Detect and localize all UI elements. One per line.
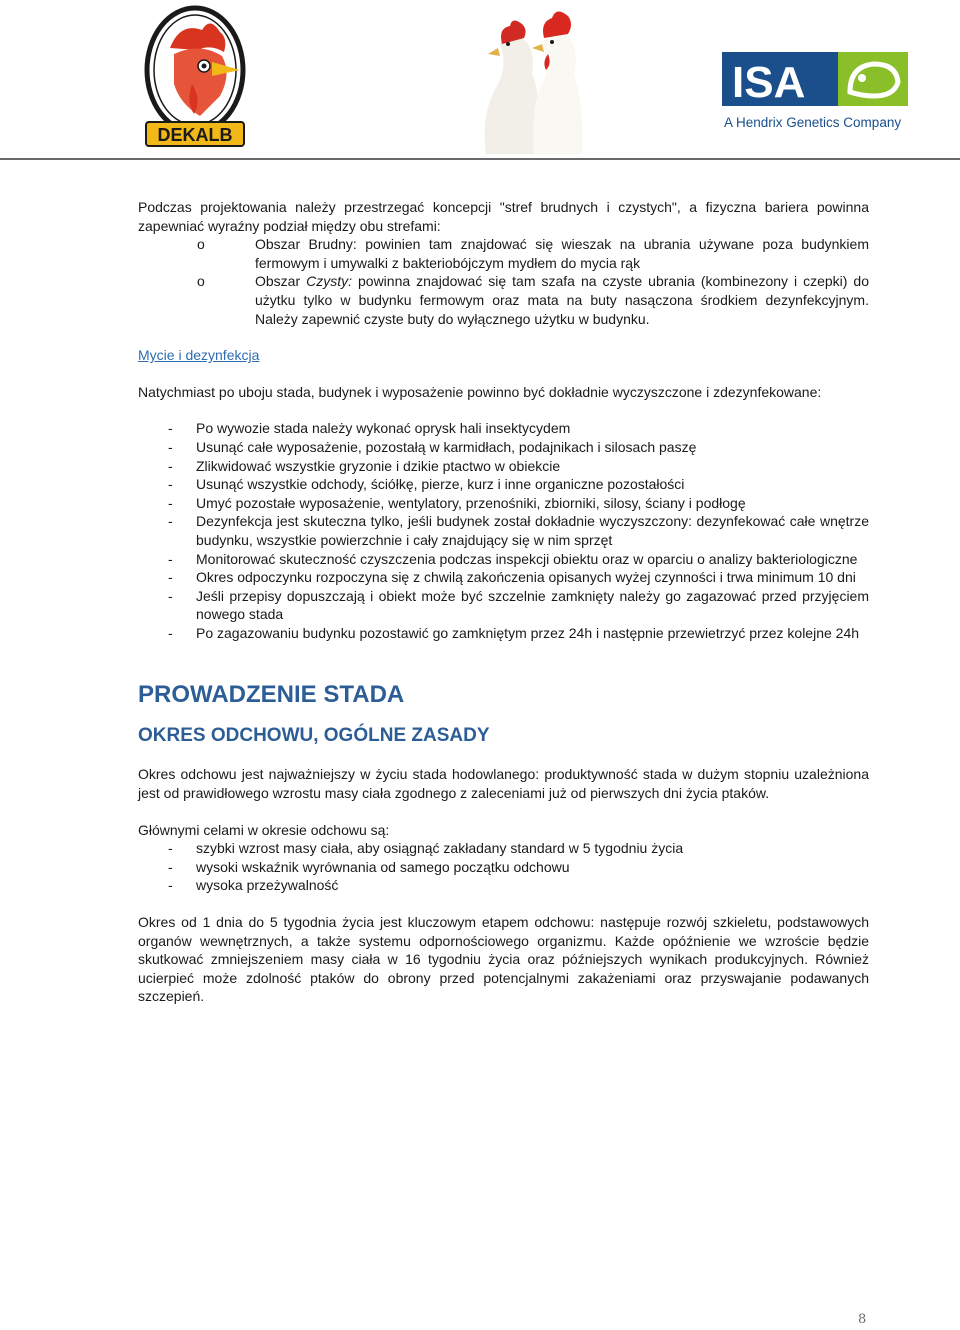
goal-text: wysoki wskaźnik wyrównania od samego początku odchowu (196, 858, 570, 875)
list-item (168, 457, 869, 476)
goal-text: wysoka przeżywalność (196, 877, 339, 894)
page-number: 8 (858, 1312, 867, 1327)
list-item (168, 494, 869, 513)
rearing-paragraph: Okres odchowu jest najważniejszy w życiu stada hodowlanego: produktywność stada w dużym stopniu uzależniona jest od prawidłowego wzrostu masy ciała zgodnego z zaleceniami już od pierwszych dni życia ptaków. (138, 766, 869, 802)
isa-logo-text: ISA (732, 58, 806, 107)
dekalb-logo (140, 4, 250, 150)
list-item (168, 475, 869, 494)
list-item (168, 839, 869, 858)
dash-marker: - (168, 587, 173, 604)
dash-marker: - (168, 624, 173, 641)
bullet-marker: o (197, 236, 205, 253)
step-text: Umyć pozostałe wyposażenie, wentylatory, przenośniki, zbiorniki, silosy, ściany i podłogę (196, 494, 746, 511)
list-item (168, 624, 869, 643)
step-text: Usunąć całe wyposażenie, pozostałą w karmidłach, podajnikach i silosach paszę (196, 438, 697, 455)
list-item (168, 568, 869, 587)
dash-marker: - (168, 494, 173, 511)
step-text: Usunąć wszystkie odchody, ściółkę, pierze, kurz i inne organiczne pozostałości (196, 476, 685, 493)
zone-clean-label-italic: Czysty: (306, 273, 353, 290)
goals-list (138, 839, 869, 895)
list-item (197, 272, 869, 328)
section-title: PROWADZENIE STADA (138, 681, 405, 709)
dash-marker: - (168, 569, 173, 586)
dash-marker: - (168, 420, 173, 437)
isa-logo (722, 52, 908, 136)
list-item (168, 438, 869, 457)
step-text: Po zagazowaniu budynku pozostawić go zamkniętym przez 24h i następnie przewietrzyć przez kolejne 24h (196, 624, 860, 641)
list-item (197, 235, 869, 272)
dash-marker: - (168, 438, 173, 455)
bullet-marker: o (197, 273, 205, 290)
list-item (168, 858, 869, 877)
development-paragraph: Okres od 1 dnia do 5 tygodnia życia jest kluczowym etapem odchowu: następuje rozwój szkieletu, podstawowych organów wewnętrznych, a także systemu odpornościowego organizmu. Każde opóźnienie we wzroście będzie skutkować zmniejszeniem masy ciała w 16 tygodniu życia oraz późniejszych wynikach produkcyjnych. Również ucierpieć może zdolność ptaków do obrony przed potencjalnymi zakażeniami oraz przyswajanie podawanych szczepień. (138, 914, 869, 1005)
dash-marker: - (168, 877, 173, 894)
cleaning-steps-list (138, 419, 869, 642)
cleaning-heading-link[interactable]: Mycie i dezynfekcja (138, 347, 260, 364)
dash-marker: - (168, 513, 173, 530)
zone-clean-text: powinna znajdować się tam szafa na czyste ubrania (kombinezony i czepki) do użytku tylko w budynku fermowym oraz mata na buty nasączona środkiem dezynfekcyjnym. Należy zapewnić czyste buty do wyłącznego użytku w budynku. (255, 273, 870, 327)
dash-marker: - (168, 550, 173, 567)
zone-clean-label: Obszar (255, 273, 307, 290)
document-body (138, 198, 869, 1006)
goals-intro: Głównymi celami w okresie odchowu są: (138, 821, 390, 838)
hens-photo (478, 4, 588, 154)
dash-marker: - (168, 840, 173, 857)
step-text: Okres odpoczynku rozpoczyna się z chwilą zakończenia opisanych wyżej czynności i trwa minimum 10 dni (196, 569, 856, 586)
intro-paragraph: Podczas projektowania należy przestrzegać koncepcji "stref brudnych i czystych", a fizyczna bariera powinna zapewniać wyraźny podział między obu strefami: (138, 199, 869, 234)
section-subtitle: OKRES ODCHOWU, OGÓLNE ZASADY (138, 725, 490, 747)
zone-dirty-text: Obszar Brudny: powinien tam znajdować się wieszak na ubrania używane poza budynkiem fermowym i umywalki z bakteriobójczym mydłem do mycia rąk (255, 236, 869, 271)
cleaning-paragraph: Natychmiast po uboju stada, budynek i wyposażenie powinno być dokładnie wyczyszczone i zdezynfekowane: (138, 383, 822, 400)
isa-tagline: A Hendrix Genetics Company (724, 115, 902, 130)
dash-marker: - (168, 457, 173, 474)
step-text: Po wywozie stada należy wykonać oprysk hali insektycydem (196, 420, 571, 437)
list-item (168, 419, 869, 438)
dash-marker: - (168, 476, 173, 493)
list-item (168, 512, 869, 549)
list-item (168, 550, 869, 569)
list-item (168, 587, 869, 624)
step-text: Monitorować skuteczność czyszczenia podczas inspekcji obiektu oraz w oparciu o analizy bakteriologiczne (196, 550, 858, 567)
step-text: Jeśli przepisy dopuszczają i obiekt może być szczelnie zamknięty należy go zagazować przed przyjęciem nowego stada (196, 587, 869, 623)
step-text: Zlikwidować wszystkie gryzonie i dzikie ptactwo w obiekcie (196, 457, 561, 474)
list-item (168, 876, 869, 895)
goal-text: szybki wzrost masy ciała, aby osiągnąć zakładany standard w 5 tygodniu życia (196, 840, 684, 857)
header-divider (0, 158, 960, 160)
step-text: Dezynfekcja jest skuteczna tylko, jeśli budynek został dokładnie wyczyszczony: dezynfekować całe wnętrze budynku, wszystkie powierzchnie i cały znajdujący się w nim sprzęt (196, 513, 869, 548)
zone-list (138, 235, 869, 328)
dekalb-logo-text: DEKALB (157, 125, 233, 145)
dash-marker: - (168, 858, 173, 875)
